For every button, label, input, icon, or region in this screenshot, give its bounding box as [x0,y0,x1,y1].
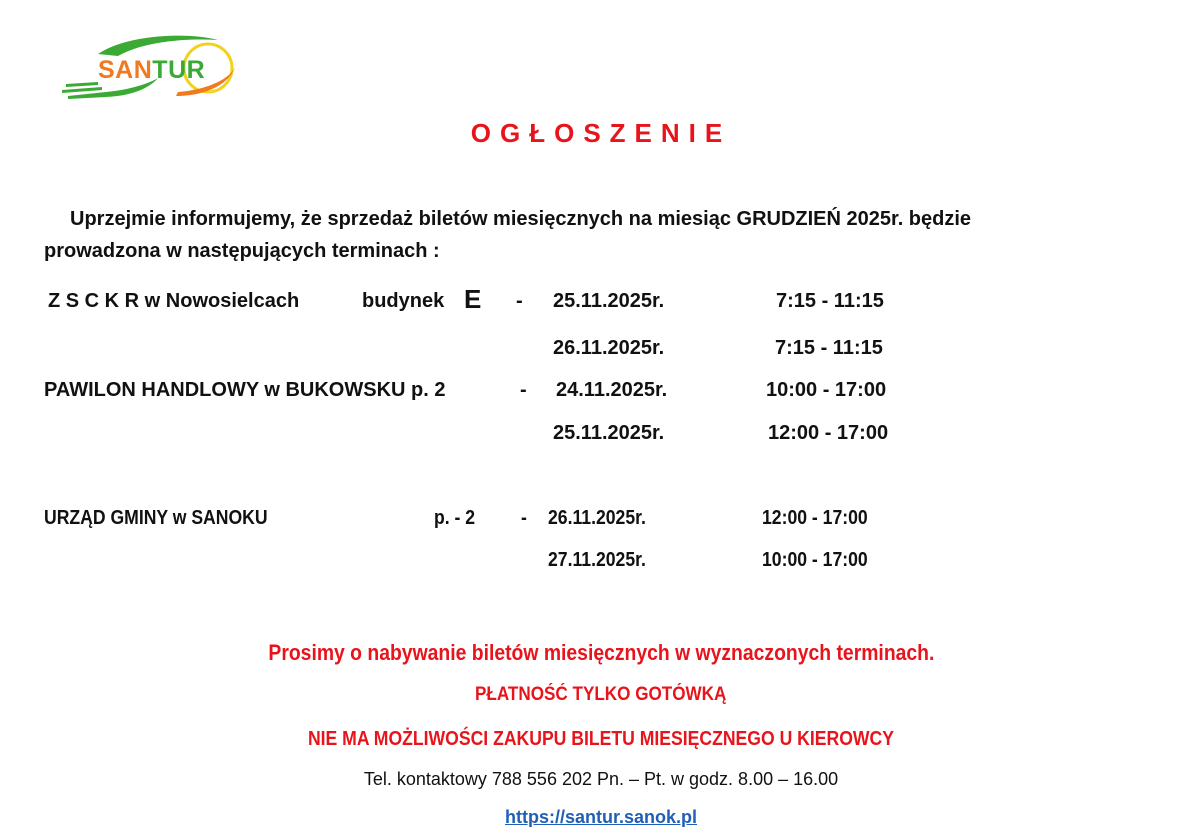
website-link-container [0,807,1202,828]
notice-payment-text: PŁATNOŚĆ TYLKO GOTÓWKĄ [475,684,727,705]
logo-text [98,56,205,85]
logo-text-san: SAN [98,56,153,84]
intro-line-2: prowadzona w następujących terminach : [44,240,440,262]
slot-time: 12:00 - 17:00 [762,507,868,529]
slot-date: 24.11.2025r. [556,379,668,401]
room-value: p. - 2 [434,507,476,529]
slot-time: 10:00 - 17:00 [766,379,887,401]
slot-time: 7:15 - 11:15 [776,290,884,312]
notice-no-driver [0,728,1202,751]
intro-line-1: Uprzejmie informujemy, że sprzedaż biletów miesięcznych na miesiąc GRUDZIEŃ 2025r. będzie [70,208,972,230]
slot-time: 12:00 - 17:00 [768,422,889,444]
dash: - [521,507,527,529]
page-title: OGŁOSZENIE [470,118,732,148]
slot-date: 25.11.2025r. [553,290,665,312]
location-name: Z S C K R w Nowosielcach [48,290,300,312]
slot-time: 7:15 - 11:15 [775,337,883,359]
logo-text-tur: TUR [152,56,206,84]
website-link[interactable]: https://santur.sanok.pl [504,807,698,827]
slot-date: 27.11.2025r. [548,549,646,571]
notice-request [0,640,1202,666]
location-name: URZĄD GMINY w SANOKU [44,507,268,529]
slot-date: 26.11.2025r. [548,507,646,529]
santur-logo [58,32,243,104]
room-value: E [464,284,482,314]
dash: - [520,379,527,401]
notice-payment [0,684,1202,706]
notice-request-text: Prosimy o nabywanie biletów miesięcznych w wyznaczonych terminach. [268,640,934,665]
contact-line: Tel. kontaktowy 788 556 202 Pn. – Pt. w godz. 8.00 – 16.00 [363,769,839,789]
slot-time: 10:00 - 17:00 [762,549,868,571]
location-name: PAWILON HANDLOWY w BUKOWSKU p. 2 [44,379,446,401]
slot-date: 25.11.2025r. [553,422,665,444]
slot-date: 26.11.2025r. [553,337,665,359]
dash: - [516,290,523,312]
notice-no-driver-text: NIE MA MOŻLIWOŚCI ZAKUPU BILETU MIESIĘCZNEGO U KIEROWCY [307,728,894,750]
room-label: budynek [362,290,445,312]
